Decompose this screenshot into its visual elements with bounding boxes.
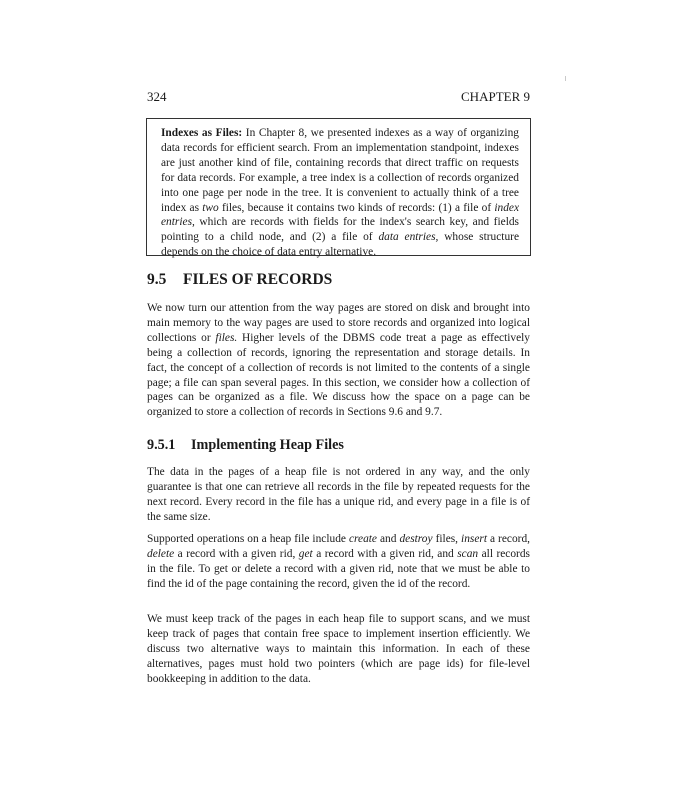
heap-paragraph-1: The data in the pages of a heap file is not ordered in any way, and the only guarantee is that one can retrieve all records in the file by repeated requests for the next record. Every record in the file has a unique rid, and every page in a file is of the same size. xyxy=(147,466,530,523)
sidebar-box xyxy=(146,118,531,259)
subsection-title: Implementing Heap Files xyxy=(191,437,344,453)
section-title: FILES OF RECORDS xyxy=(183,271,333,288)
subsection-heading xyxy=(147,437,344,454)
sidebar-lead: Indexes as Files: xyxy=(161,127,243,139)
page-number: 324 xyxy=(147,89,167,104)
heap-paragraph-2: Supported operations on a heap file include create and destroy files, insert a record, delete a record with a given rid, get a record with a given rid, and scan all records in the file. To get or delete a record with a given rid, note that we must be able to find the id of the page containing the record, given the id of the record. xyxy=(147,533,530,590)
running-head xyxy=(147,89,530,105)
subsection-number: 9.5.1 xyxy=(147,437,176,453)
section-number: 9.5 xyxy=(147,271,167,288)
heap-paragraph-3: We must keep track of the pages in each heap file to support scans, and we must keep track of pages that contain free space to implement insertion efficiently. We discuss two alternative ways to maintain this information. In each of these alternatives, pages must hold two pointers (which are page ids) for file-level bookkeeping in addition to the data. xyxy=(147,613,530,685)
section-heading xyxy=(147,271,332,289)
sidebar-text: Indexes as Files: In Chapter 8, we presented indexes as a way of organizing data records for efficient search. From an implementation standpoint, indexes are just another kind of file, containing records that direct traffic on requests for data records. For example, a tree index is a collection of records organized into one page per node in the tree. It is convenient to actually think of a tree index as two files, because it contains two kinds of records: (1) a file of index entries, which are records with fields for the index's search key, and fields pointing to a child node, and (2) a file of data entries, whose structure depends on the choice of data entry alternative. xyxy=(161,127,519,259)
section-paragraph: We now turn our attention from the way pages are stored on disk and brought into main memory to the way pages are used to store records and organized into logical collections or files. Higher levels of the DBMS code treat a page as effectively being a collection of records, ignoring the representation and storage details. In fact, the concept of a collection of records is not limited to the contents of a single page; a file can span several pages. In this section, we consider how a collection of pages can be organized as a file. We discuss how the space on a page can be organized to store a collection of records in Sections 9.6 and 9.7. xyxy=(147,302,531,419)
chapter-label: CHAPTER 9 xyxy=(461,89,530,104)
scan-mark xyxy=(565,76,566,81)
